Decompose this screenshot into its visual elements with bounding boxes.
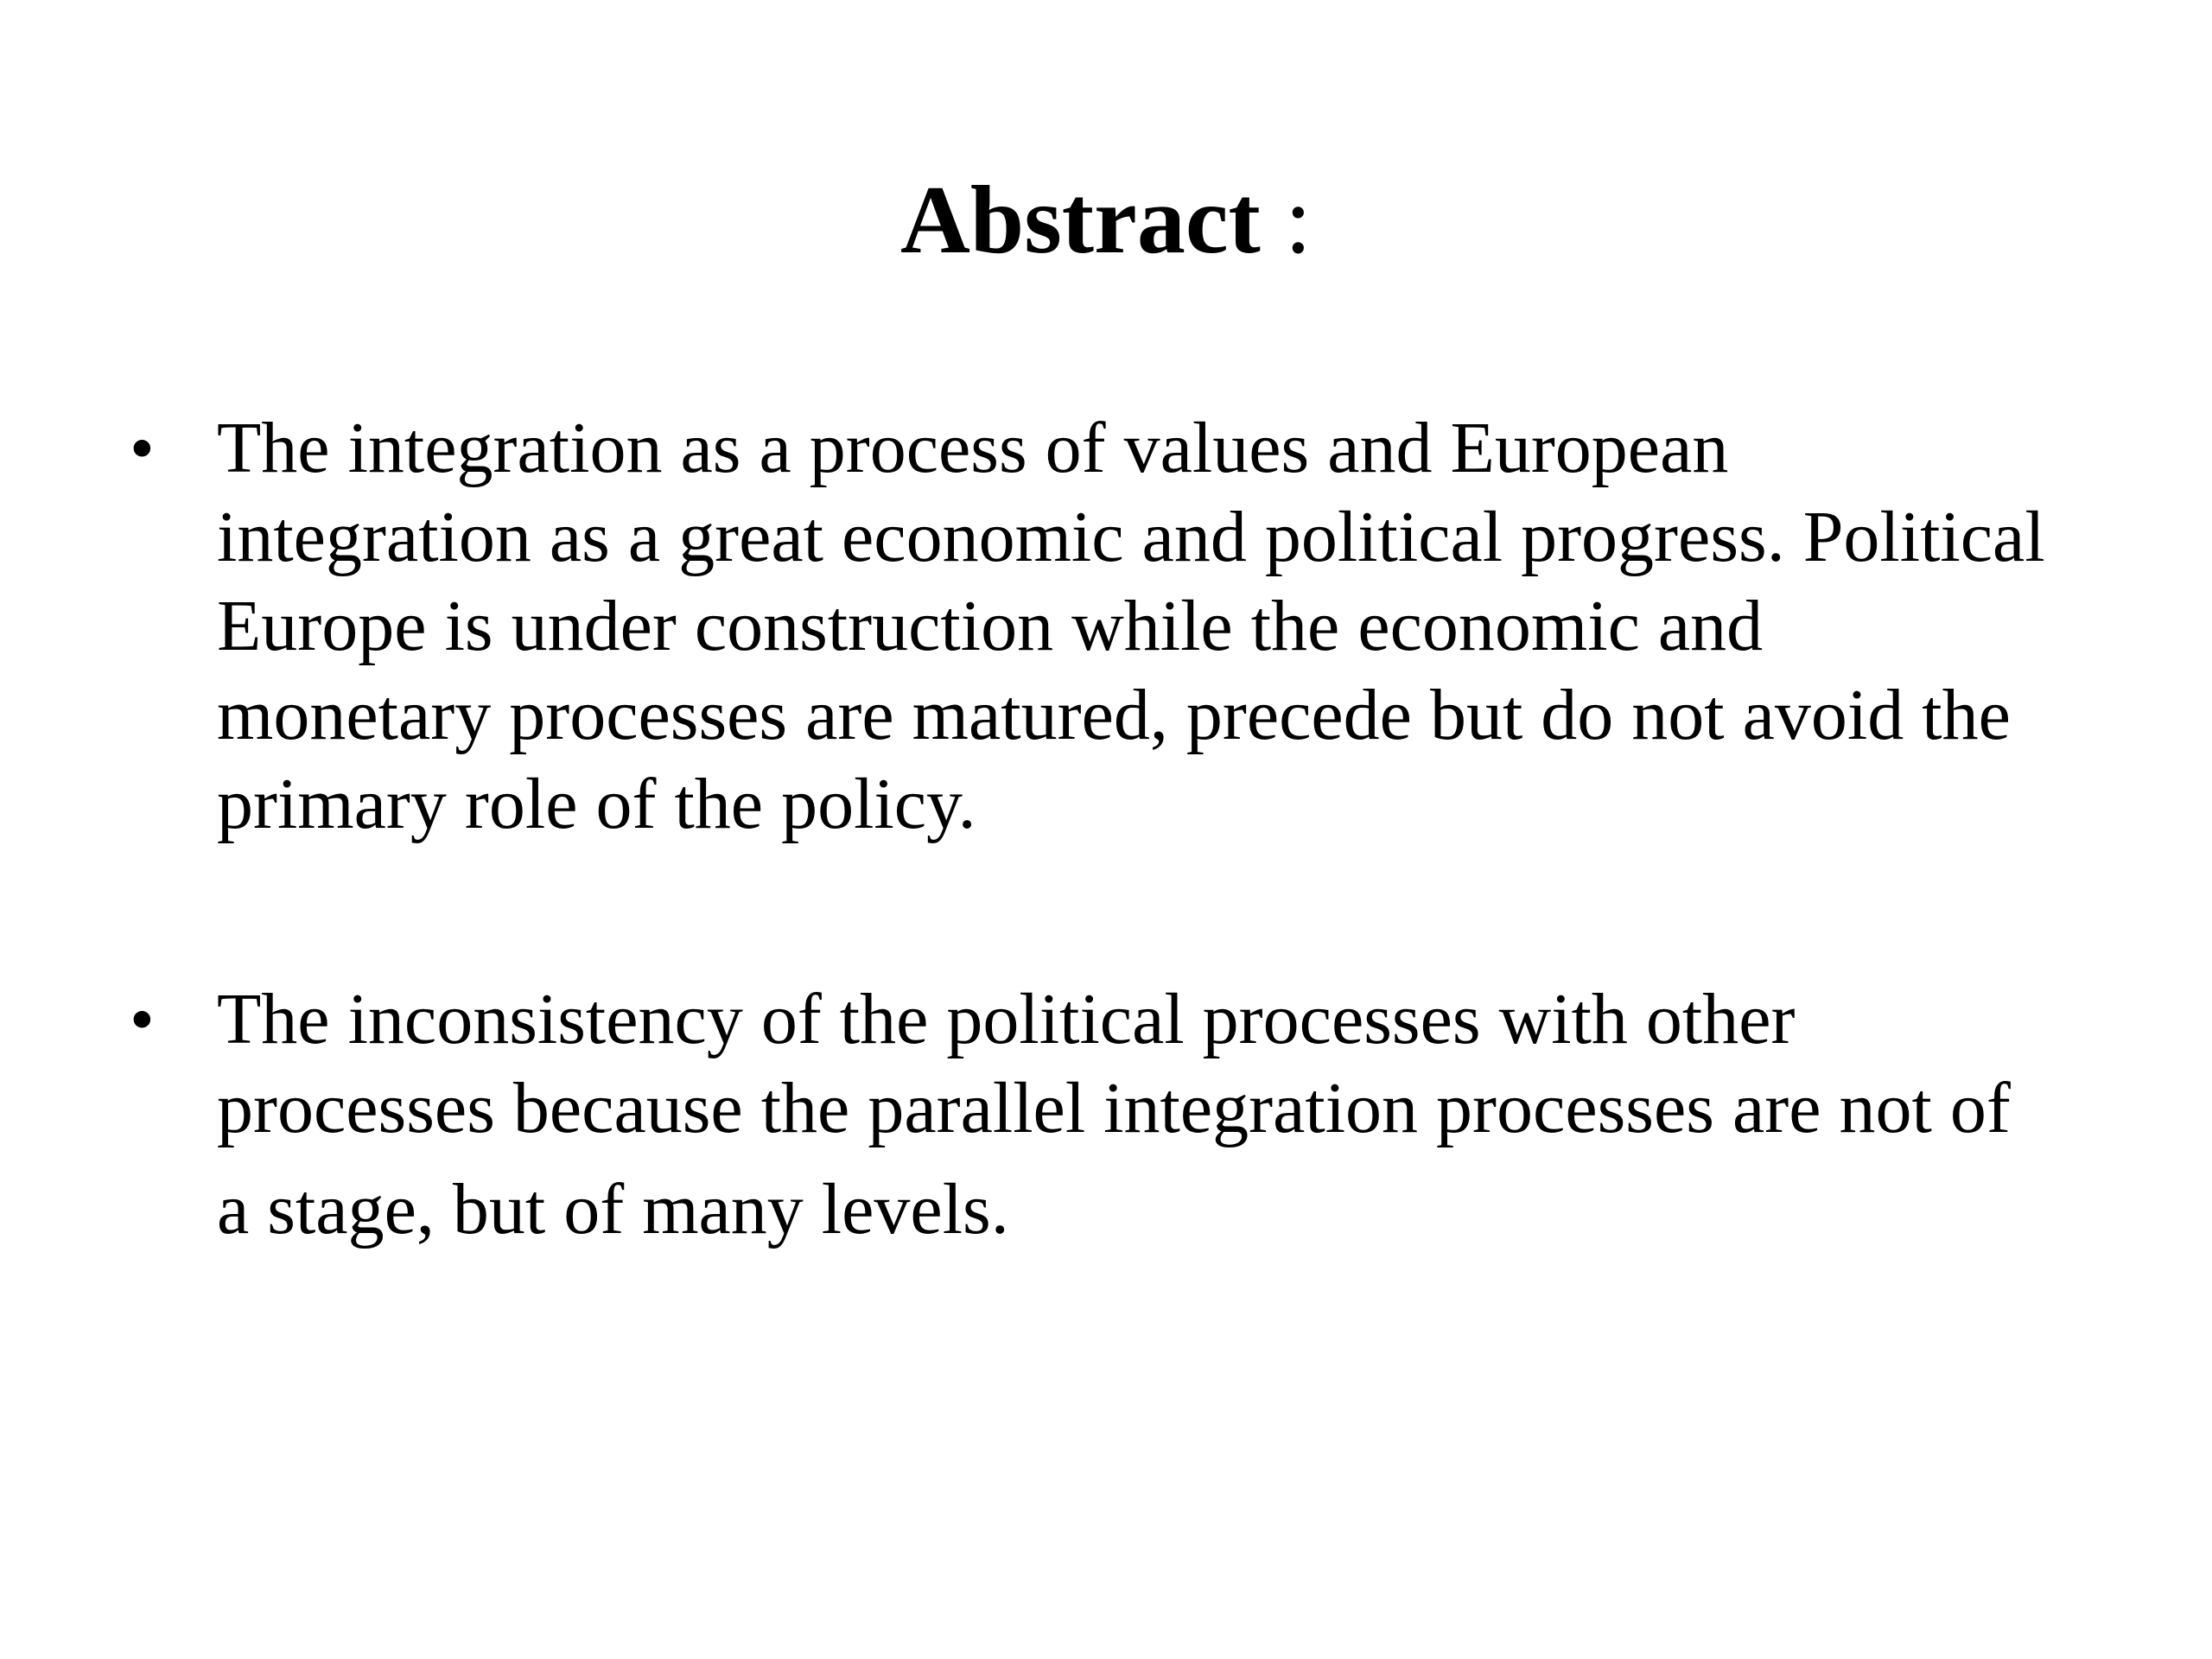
bullet-1-line-5: primary role of the policy. <box>217 764 976 844</box>
bullet-1-line-4: monetary processes are matured, precede but do not avoid the <box>217 675 2011 755</box>
bullet-2-line-2: processes because the parallel integration processes are not of <box>217 1068 2011 1148</box>
bullet-2-line-1: The inconsistency of the political processes with other <box>217 979 1796 1059</box>
bullet-icon: • <box>130 980 155 1058</box>
bullet-1-line-1: The integration as a process of values and European <box>217 408 1729 488</box>
title-colon: : <box>1260 167 1312 274</box>
slide-title <box>0 164 2212 276</box>
bullet-text-1 <box>217 404 2101 849</box>
bullet-1-line-3: Europe is under construction while the economic and <box>217 586 1764 666</box>
bullet-2-line-3: a stage, but of many levels. <box>217 1169 1009 1249</box>
bullet-text-2 <box>217 975 2101 1254</box>
title-text: Abstract <box>900 167 1261 274</box>
bullet-icon: • <box>130 409 155 487</box>
bullet-1-line-2: integration as a great economic and political progress. Political <box>217 497 2045 577</box>
